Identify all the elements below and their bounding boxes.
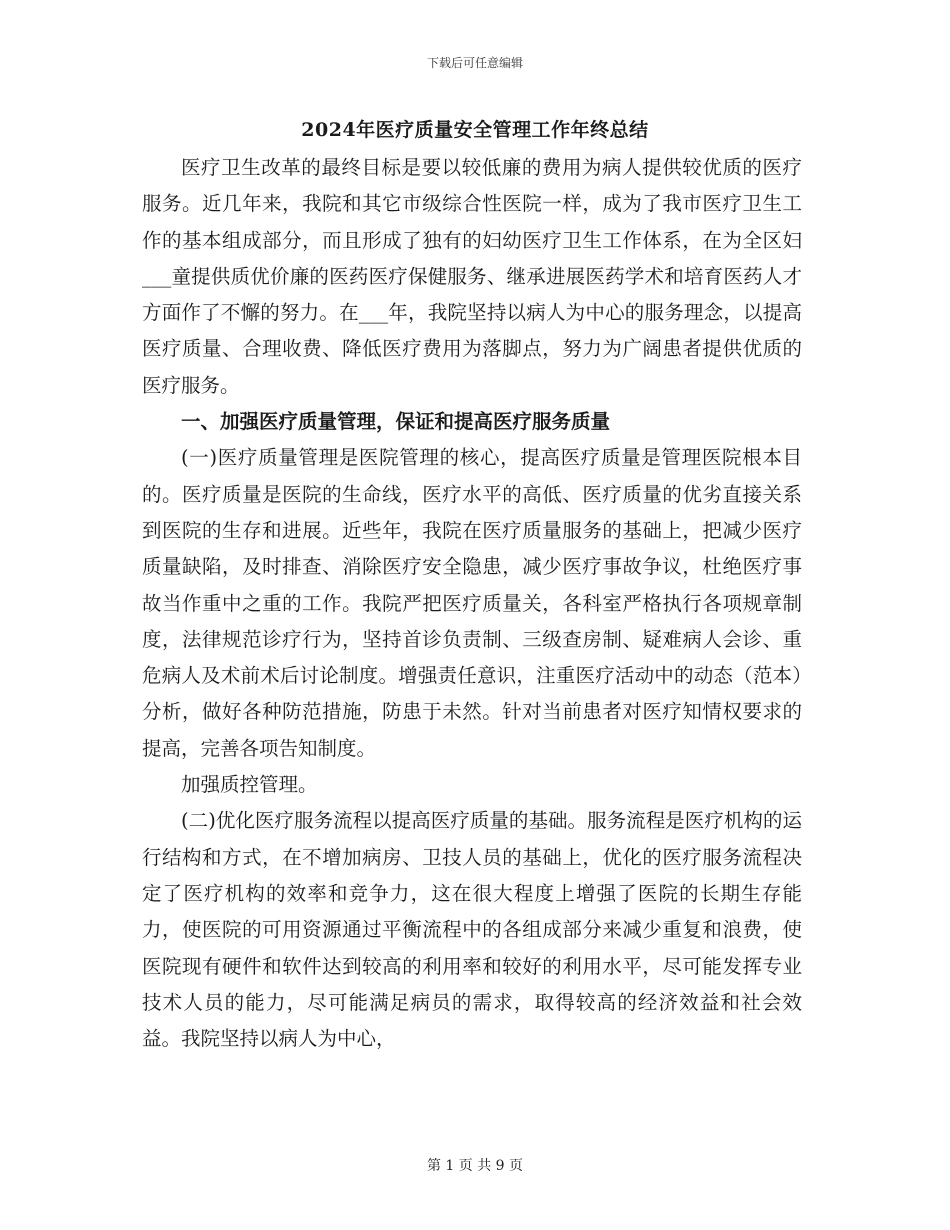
section-heading-1: 一、加强医疗质量管理，保证和提高医疗服务质量 bbox=[181, 410, 611, 434]
paragraph-quality-control: 加强质控管理。 bbox=[181, 773, 318, 797]
page-footer: 第 1 页 共 9 页 bbox=[426, 1158, 524, 1174]
page-header-note: 下载后可任意编辑 bbox=[426, 56, 523, 70]
paragraph-quality-management: (一)医疗质量管理是医院管理的核心，提高医疗质量是管理医院根本目的。医疗质量是医院的生命线，医疗水平的高低、医疗质量的优劣直接关系到医院的生存和进展。近些年，我院在医疗质量服务的基础上，把减少医疗质量缺陷，及时排查、消除医疗安全隐患，减少医疗事故争议，杜绝医疗事故当作重中之重的工作。我院严把医疗质量关，各科室严格执行各项规章制度，法律规范诊疗行为，坚持首诊负责制、三级查房制、疑难病人会诊、重危病人及术前术后讨论制度。增强责任意识，注重医疗活动中的动态（范本）分析，做好各种防范措施，防患于未然。针对当前患者对医疗知情权要求的提高，完善各项告知制度。 bbox=[142, 446, 802, 760]
document-body bbox=[142, 150, 802, 1057]
document-title: 2024年医疗质量安全管理工作年终总结 bbox=[301, 119, 649, 141]
paragraph-service-process: (二)优化医疗服务流程以提高医疗质量的基础。服务流程是医疗机构的运行结构和方式，在不增加病房、卫技人员的基础上，优化的医疗服务流程决定了医疗机构的效率和竞争力，这在很大程度上增强了医院的长期生存能力，使医院的可用资源通过平衡流程中的各组成部分来减少重复和浪费，使医院现有硬件和软件达到较高的利用率和较好的利用水平，尽可能发挥专业技术人员的能力，尽可能满足病员的需求，取得较高的经济效益和社会效益。我院坚持以病人为中心， bbox=[142, 809, 802, 1051]
paragraph-intro: 医疗卫生改革的最终目标是要以较低廉的费用为病人提供较优质的医疗服务。近几年来，我院和其它市级综合性医院一样，成为了我市医疗卫生工作的基本组成部分，而且形成了独有的妇幼医疗卫生工作体系，在为全区妇___童提供质优价廉的医药医疗保健服务、继承进展医药学术和培育医药人才方面作了不懈的努力。在___年，我院坚持以病人为中心的服务理念，以提高医疗质量、合理收费、降低医疗费用为落脚点，努力为广阔患者提供优质的医疗服务。 bbox=[142, 156, 802, 397]
